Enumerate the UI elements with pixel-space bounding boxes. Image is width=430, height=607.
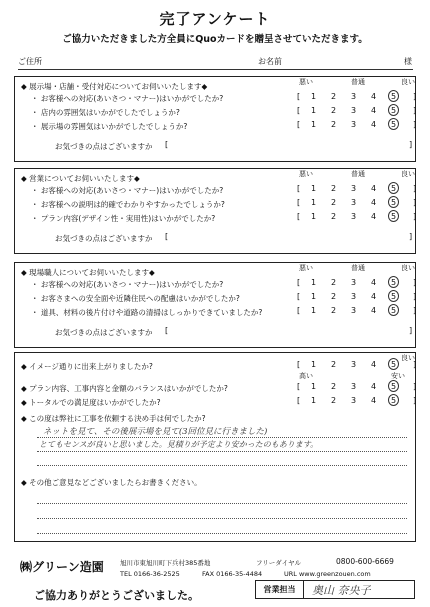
address-underline	[18, 69, 413, 70]
question-text: ◆ トータルでの満足度はいかがでしたか?	[21, 398, 161, 407]
comment-bracket-close: ]	[409, 140, 413, 149]
page-title: 完了アンケート	[159, 10, 271, 28]
answer-line	[37, 518, 407, 519]
question-text: ◆ その他ご意見などございましたらお書きください。	[21, 478, 202, 487]
answer-line	[37, 437, 407, 438]
honorific: 様	[404, 57, 412, 66]
question-text: ・ お客さまへの安全面や近隣住民への配慮はいかがでしたか?	[31, 294, 240, 303]
comment-bracket-open: [	[165, 232, 169, 241]
section-heading: ◆ 現場職人についてお伺いいたします◆	[21, 268, 155, 277]
rating-circle-mark	[388, 210, 399, 222]
rating-circle-mark	[388, 380, 399, 392]
company-url: URL www.greenzouen.com	[284, 570, 371, 578]
question-text: ・ お客様への対応(あいさつ・マナー)はいかがでしたか?	[31, 186, 224, 195]
section-heading: ◆ 営業についてお伺いいたします◆	[21, 174, 140, 183]
comment-bracket-open: [	[165, 140, 169, 149]
handwritten-answer: ネットを見て、その後展示場を見て(3回位見に行きました)	[43, 427, 268, 437]
scale-label-normal: 普通	[351, 170, 365, 178]
scale-label-good: 良い	[401, 264, 415, 272]
question-text: ◆ この度は弊社に工事を依頼する決め手は何でしたか?	[21, 414, 206, 423]
section-final: 良い ◆ イメージ通りに出来上がりましたか? [ 1 2 3 4 5 ] 高い 安い ◆ プラン内容、工事内容と金額のバランスはいかがでしたか? [ 1 2 3 4 5 ] ◆ トータルでの満足度はいかがでしたか? [ 1 2 3 4 5 ] ◆ この度は弊社に工事を依頼する決め手は何でしたか? ネットを見て、その後展示場を見て(3回位見に行きました) とてもセンスが良いと思いました。見積りが予定より安かったのもあります。 ◆ その他ご意見などございましたらお書きください。	[14, 352, 416, 542]
rating-circle-mark	[388, 276, 399, 288]
company-tel: TEL 0166-36-2525	[120, 570, 180, 578]
scale-label-normal: 普通	[351, 264, 365, 272]
question-text: ・ お客様への説明は的確でわかりやすかったでしょうか?	[31, 200, 225, 209]
company-logo: ㈱グリーン造園	[20, 560, 104, 574]
scale-label-cheap: 安い	[391, 372, 405, 380]
comment-label: お気づきの点はございますか	[55, 234, 153, 243]
comment-bracket-open: [	[165, 326, 169, 335]
rating-circle-mark	[388, 290, 399, 302]
thanks-message: ご協力ありがとうございました。	[34, 589, 199, 602]
rating-circle-mark	[388, 196, 399, 208]
answer-line	[37, 465, 407, 466]
handwritten-answer: とてもセンスが良いと思いました。見積りが予定より安かったのもあります。	[39, 440, 319, 449]
freedial-number: 0800-600-6669	[336, 557, 394, 566]
section-sales: ◆ 営業についてお伺いいたします◆ 悪い 普通 良い ・ お客様への対応(あいさつ・マナー)はいかがでしたか? [ 1 2 3 4 5 ] ・ お客様への説明は的確でわかりやすかったでしょうか? [ 1 2 3 4 5 ] ・ プラン内容(デザイン性・実用性)はいかがでしたか? [ 1 2 3 4 5 ] お気づきの点はございますか [ ]	[14, 168, 416, 254]
comment-label: お気づきの点はございますか	[55, 328, 153, 337]
scale-label-good: 良い	[401, 170, 415, 178]
rating-circle-mark	[388, 104, 399, 116]
scale-label-good: 良い	[401, 78, 415, 86]
staff-box	[255, 580, 415, 599]
comment-bracket-close: ]	[409, 326, 413, 335]
scale-label-bad: 悪い	[299, 170, 313, 178]
scale-label-bad: 悪い	[299, 78, 313, 86]
staff-label: 営業担当	[256, 581, 304, 598]
question-text: ・ 店内の雰囲気はいかがでしたでしょうか?	[31, 108, 180, 117]
intro-text: ご協力いただきました方全員にQuoカードを贈呈させていただきます。	[62, 34, 368, 45]
question-text: ・ お客様への対応(あいさつ・マナー)はいかがでしたか?	[31, 280, 224, 289]
address-label: ご住所	[18, 57, 42, 66]
question-text: ・ 道具、材料の後片付けや道路の清掃はしっかりできていましたか?	[31, 308, 263, 317]
scale-label-bad: 悪い	[299, 264, 313, 272]
scale-label-high: 高い	[299, 372, 313, 380]
scale-label-normal: 普通	[351, 78, 365, 86]
section-reception: ◆ 展示場・店舗・受付対応についてお伺いいたします◆ 悪い 普通 良い ・ お客様への対応(あいさつ・マナー)はいかがでしたか? [ 1 2 3 4 5 ] ・ 店内の雰囲気はいかがでしたでしょうか? [ 1 2 3 4 5 ] ・ 展示場の雰囲気はいかがでしたでしょうか? [ 1 2 3 4 5 ] お気づきの点はございますか [ ]	[14, 76, 416, 162]
address-name-row	[18, 56, 413, 70]
comment-label: お気づきの点はございますか	[55, 142, 153, 151]
answer-line	[37, 451, 407, 452]
company-address: 旭川市東旭川町下兵村385番地	[120, 559, 211, 567]
freedial-label: フリーダイヤル	[256, 559, 302, 567]
answer-line	[37, 503, 407, 504]
question-text: ◆ イメージ通りに出来上がりましたか?	[21, 362, 153, 371]
question-text: ・ お客様への対応(あいさつ・マナー)はいかがでしたか?	[31, 94, 224, 103]
company-fax: FAX 0166-35-4484	[202, 570, 263, 578]
rating-circle-mark	[388, 118, 399, 130]
rating-circle-mark	[388, 90, 399, 102]
staff-name: 奥山 奈央子	[312, 584, 371, 597]
section-craftsmen: ◆ 現場職人についてお伺いいたします◆ 悪い 普通 良い ・ お客様への対応(あいさつ・マナー)はいかがでしたか? [ 1 2 3 4 5 ] ・ お客さまへの安全面や近隣住民への配慮はいかがでしたか? [ 1 2 3 4 5 ] ・ 道具、材料の後片付けや道路の清掃はしっかりできていましたか? [ 1 2 3 4 5 ] お気づきの点はございますか [ ]	[14, 262, 416, 348]
rating-circle-mark	[388, 358, 399, 370]
question-text: ・ 展示場の雰囲気はいかがでしたでしょうか?	[31, 122, 188, 131]
answer-line	[37, 533, 407, 534]
name-label: お名前	[258, 57, 282, 66]
question-text: ・ プラン内容(デザイン性・実用性)はいかがでしたか?	[31, 214, 216, 223]
rating-circle-mark	[388, 182, 399, 194]
rating-circle-mark	[388, 304, 399, 316]
scale-label-good: 良い	[401, 354, 415, 362]
section-heading: ◆ 展示場・店舗・受付対応についてお伺いいたします◆	[21, 82, 208, 91]
comment-bracket-close: ]	[409, 232, 413, 241]
rating-circle-mark	[388, 394, 399, 406]
question-text: ◆ プラン内容、工事内容と金額のバランスはいかがでしたか?	[21, 384, 228, 393]
